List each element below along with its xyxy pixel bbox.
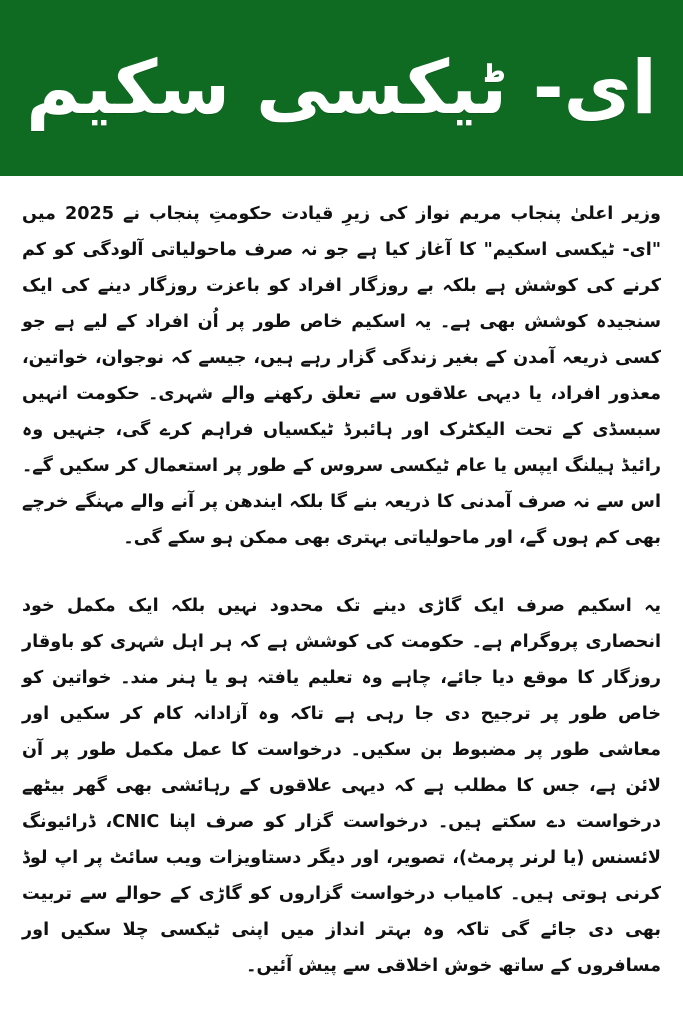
paragraph-2: یہ اسکیم صرف ایک گاڑی دینے تک محدود نہیں بلکہ ایک مکمل خود انحصاری پروگرام ہے۔ حکومت کی کوشش ہے کہ ہر اہل شہری کو باوقار روزگار کا موقع دیا جائے، چاہے وہ تعلیم یافتہ ہو یا ہنر مند۔ خواتین کو خاص طور پر ترجیح دی جا رہی ہے تاکہ وہ آزادانہ کام کر سکیں اور معاشی طور پر مضبوط بن سکیں۔ درخواست کا عمل مکمل طور پر آن لائن ہے، جس کا مطلب ہے کہ دیہی علاقوں کے رہائشی بھی گھر بیٹھے درخواست دے سکتے ہیں۔ درخواست گزار کو صرف اپنا CNIC، ڈرائیونگ لائسنس (یا لرنر پرمٹ)، تصویر، اور دیگر دستاویزات ویب سائٹ پر اپ لوڈ کرنی ہوتی ہیں۔ کامیاب درخواست گزاروں کو گاڑی کے حوالے سے تربیت بھی دی جائے گی تاکہ وہ بہتر انداز میں اپنی ٹیکسی چلا سکیں اور مسافروں کے ساتھ خوش اخلاقی سے پیش آئیں۔ <box>22 596 661 976</box>
article-body <box>0 176 683 1024</box>
title-banner <box>0 0 683 176</box>
paragraph-1: وزیر اعلیٰ پنجاب مریم نواز کی زیرِ قیادت حکومتِ پنجاب نے 2025 میں "ای- ٹیکسی اسکیم" کا آغاز کیا ہے جو نہ صرف ماحولیاتی آلودگی کو کم کرنے کی کوشش ہے بلکہ بے روزگار افراد کو باعزت روزگار دینے کی ایک سنجیدہ کوشش بھی ہے۔ یہ اسکیم خاص طور پر اُن افراد کے لیے ہے جو کسی ذریعہ آمدن کے بغیر زندگی گزار رہے ہیں، جیسے کہ نوجوان، خواتین، معذور افراد، یا دیہی علاقوں سے تعلق رکھنے والے شہری۔ حکومت انہیں سبسڈی کے تحت الیکٹرک اور ہائبرڈ ٹیکسیاں فراہم کرے گی، جنہیں وہ رائیڈ ہیلنگ ایپس یا عام ٹیکسی سروس کے طور پر استعمال کر سکیں گے۔ اس سے نہ صرف آمدنی کا ذریعہ بنے گا بلکہ ایندھن پر آنے والے مہنگے خرچے بھی کم ہوں گے، اور ماحولیاتی بہتری بھی ممکن ہو سکے گی۔ <box>22 204 661 548</box>
page-title: ای- ٹیکسی سکیم <box>26 45 657 131</box>
